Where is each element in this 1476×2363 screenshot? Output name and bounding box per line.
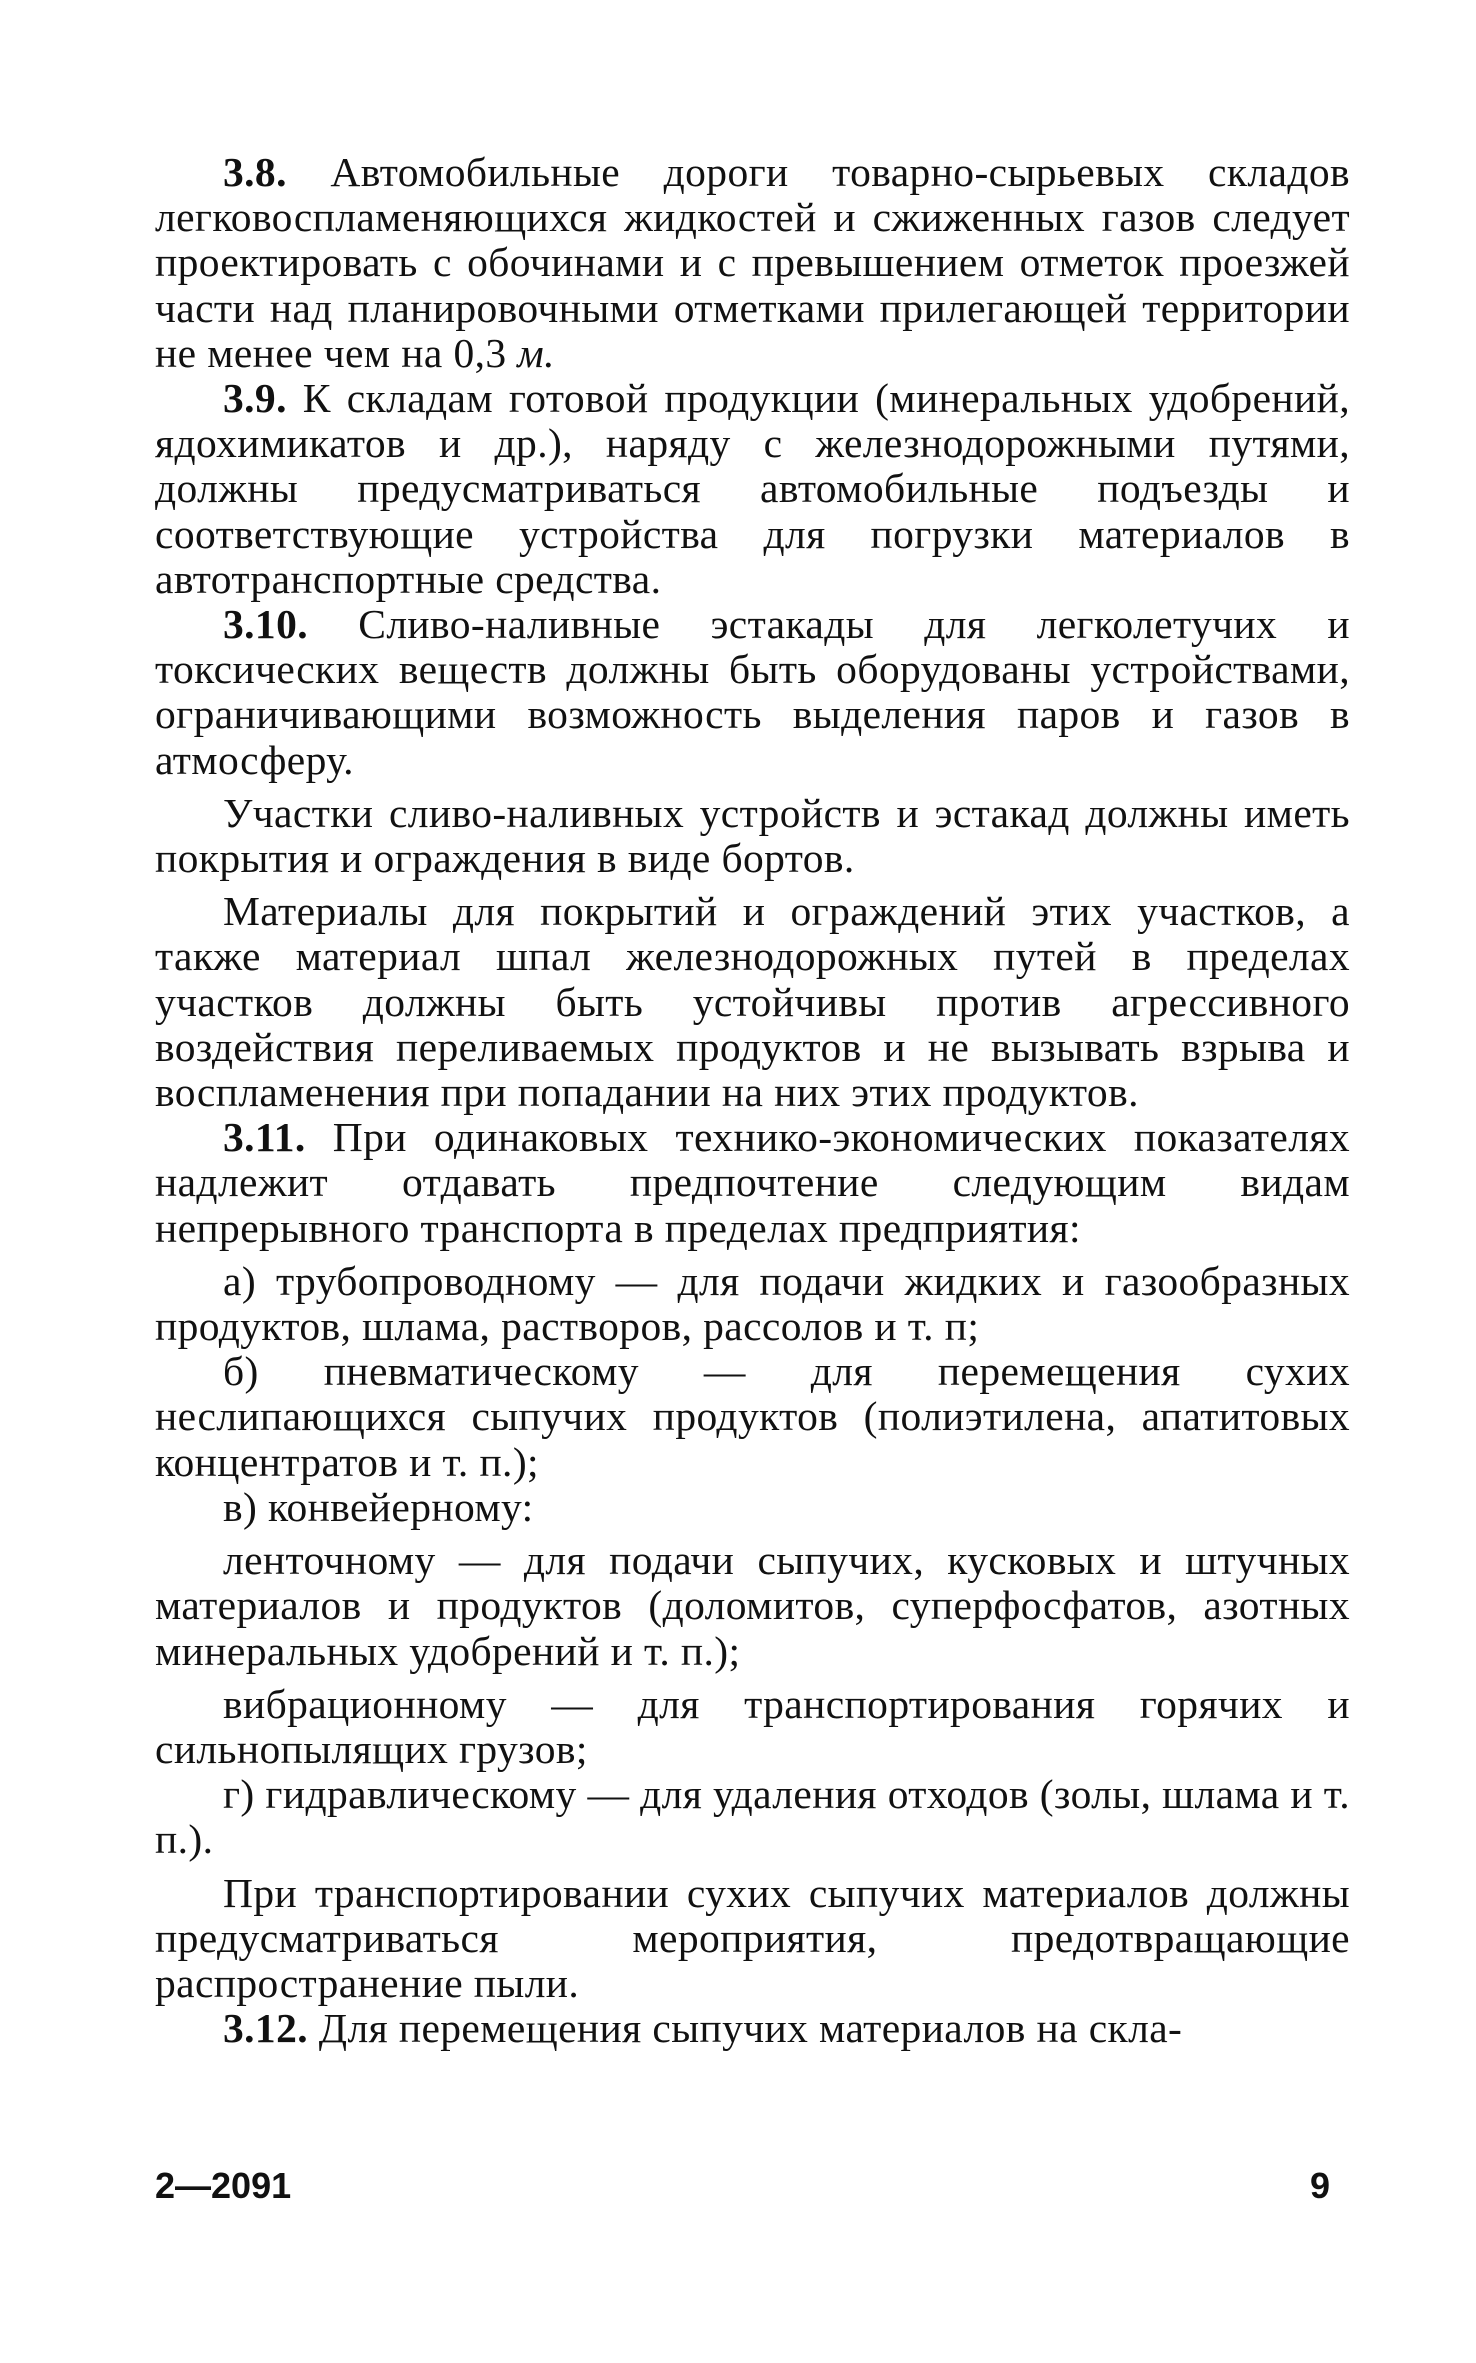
- page-footer: [155, 2165, 1330, 2207]
- page-number: 9: [1309, 2165, 1330, 2206]
- paragraph-text: Для перемещения сыпучих материалов на скла-: [308, 2005, 1183, 2052]
- paragraph-text: Сливо-наливные эстакады для легколетучих и токсических веществ должны быть оборудованы устройствами, ограничивающими возможность выделения паров и газов в атмосферу.: [155, 601, 1350, 783]
- list-item-a: а) трубопроводному — для подачи жидких и газообразных продуктов, шлама, растворов, рассолов и т. п;: [155, 1257, 1350, 1350]
- unit-text: м.: [517, 329, 555, 376]
- clause-number: 3.8.: [223, 149, 287, 195]
- list-item-g: г) гидравлическому — для удаления отходов (золы, шлама и т. п.).: [155, 1771, 1350, 1863]
- clause-number: 3.12.: [223, 2005, 308, 2052]
- paragraph-text: К складам готовой продукции (минеральных удобрений, ядохимикатов и др.), наряду с железнодорожными путями, должны предусматриваться автомобильные подъезды и соответствующие устройства для погрузки материалов в автотранспортные средства.: [155, 375, 1350, 602]
- page-body: [155, 150, 1350, 2051]
- paragraph-3-9: [155, 376, 1350, 602]
- paragraph-3-8: [155, 150, 1350, 376]
- list-item-b: б) пневматическому — для перемещения сухих неслипающихся сыпучих продуктов (полиэтилена, апатитовых концентратов и т. п.);: [155, 1348, 1350, 1485]
- paragraph-text: При одинаковых технико-экономических показателях надлежит отдавать предпочтение следующим видам непрерывного транспорта в пределах предприятия:: [155, 1114, 1350, 1251]
- paragraph-3-10: [155, 602, 1350, 783]
- paragraph-text-block: Материалы для покрытий и ограждений этих участков, а также материал шпал железнодорожных путей в пределах участков должны быть устойчивы против агрессивного воздействия переливаемых продуктов и не вызывать взрыва и воспламенения при попадании на них этих продуктов.: [155, 888, 1350, 1116]
- clause-number: 3.10.: [223, 601, 308, 648]
- sub-item-vibration: вибрационному — для транспортирования горячих и сильнопылящих грузов;: [155, 1680, 1350, 1772]
- paragraph-text-block: Участки сливо-наливных устройств и эстакад должны иметь покрытия и ограждения в виде бортов.: [155, 789, 1350, 882]
- list-item-v: в) конвейерному:: [223, 1483, 534, 1530]
- paragraph-text-block: При транспортировании сухих сыпучих материалов должны предусматриваться мероприятия, предотвращающие распространение пыли.: [155, 1869, 1350, 2006]
- sub-item-belt: ленточному — для подачи сыпучих, кусковых и штучных материалов и продуктов (доломитов, суперфосфатов, азотных минеральных удобрений и т. п.);: [155, 1537, 1350, 1674]
- clause-number: 3.11.: [223, 1114, 306, 1161]
- paragraph-3-11: [155, 1115, 1350, 1251]
- paragraph-text: Автомобильные дороги товарно-сырьевых складов легковоспламеняющихся жидкостей и сжиженных газов следует проектировать с обочинами и с превышением отметок проезжей части над планировочными отметками прилегающей территории не менее чем на 0,3: [155, 149, 1350, 376]
- paragraph-3-12: [155, 2006, 1350, 2051]
- clause-number: 3.9.: [223, 375, 287, 422]
- signature-mark: 2—2091: [155, 2165, 292, 2206]
